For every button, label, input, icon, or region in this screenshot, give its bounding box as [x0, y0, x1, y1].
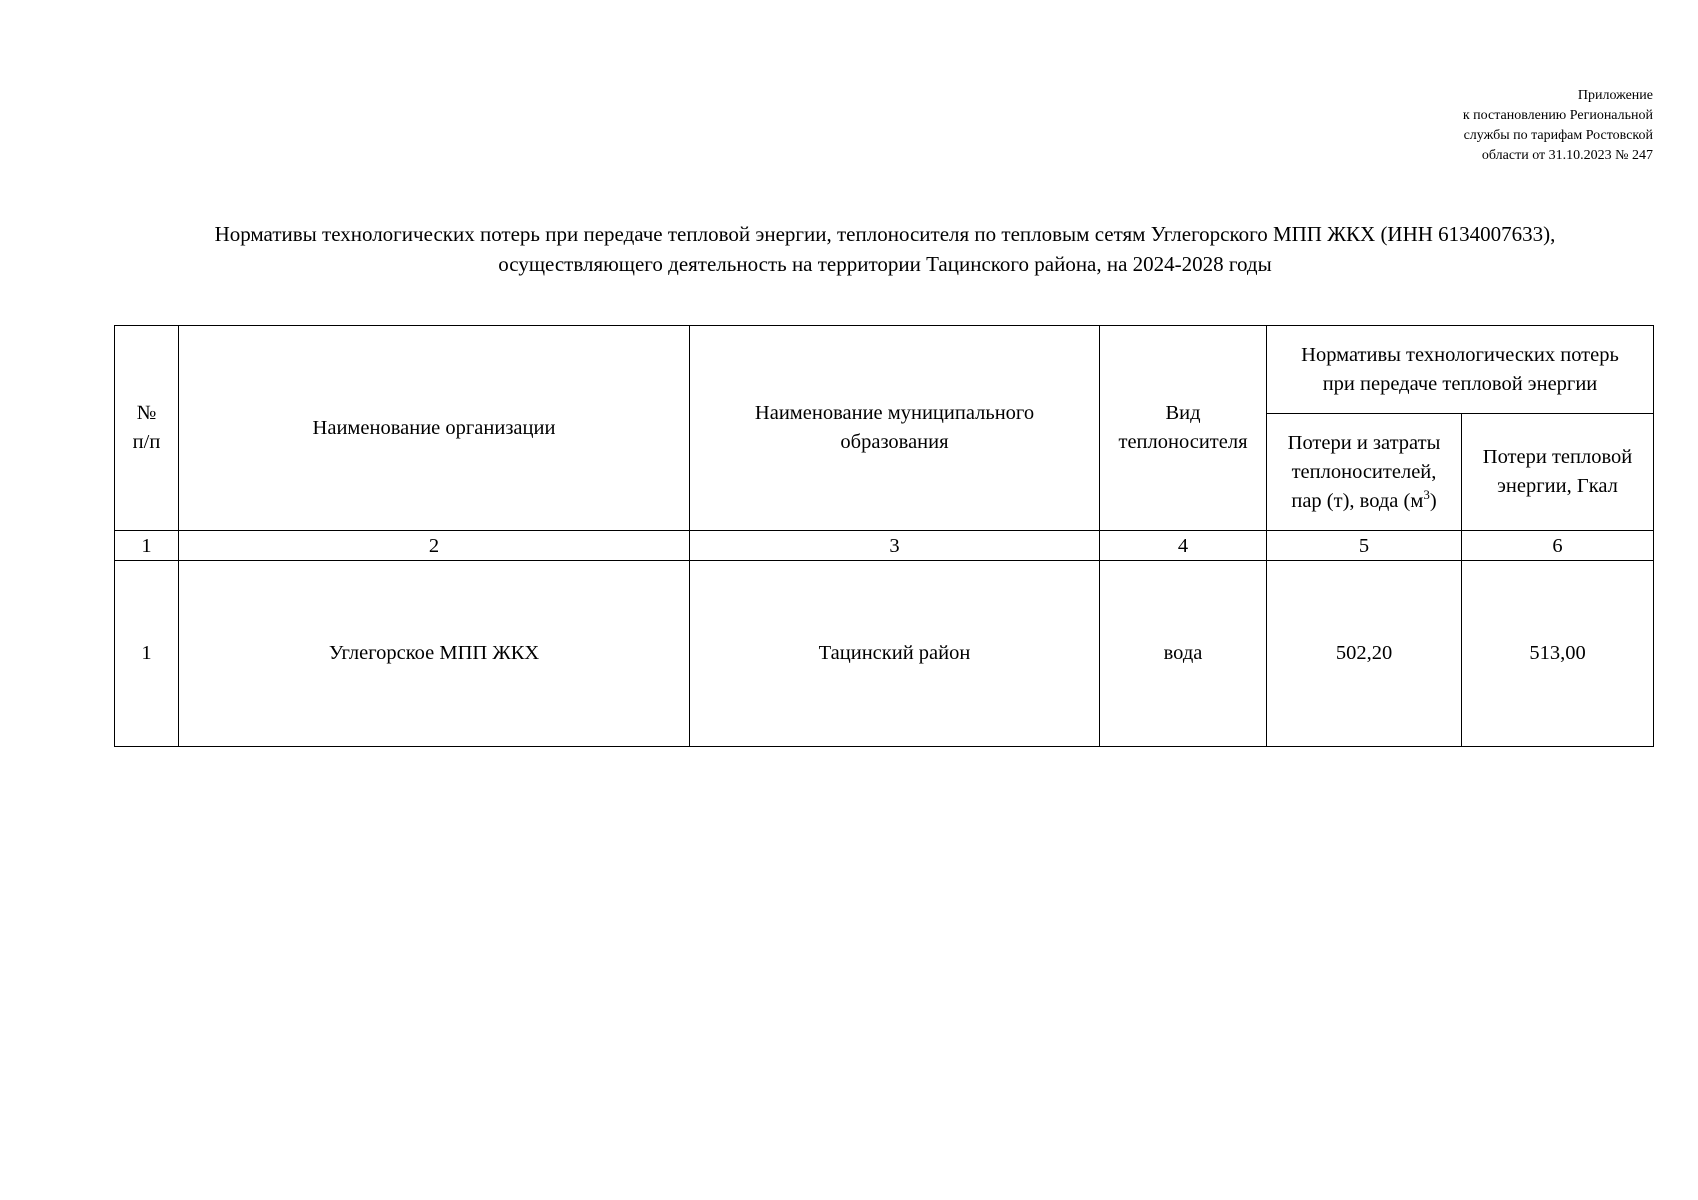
document-title-line-1: Нормативы технологических потерь при передаче тепловой энергии, теплоносителя по тепловым сетям Углегорского МПП ЖКХ (ИНН 6134007633), [214, 222, 1556, 246]
header-heat-losses-line-2: энергии, Гкал [1497, 475, 1618, 497]
header-municipality-line-2: образования [840, 431, 949, 453]
column-number: 4 [1100, 531, 1267, 561]
row-num-cell: 1 [115, 561, 179, 747]
header-carrier-line-2: теплоносителя [1118, 431, 1248, 453]
annex-line-4: области от 31.10.2023 № 247 [1481, 148, 1653, 163]
column-number: 6 [1462, 531, 1654, 561]
header-heat-losses-line-1: Потери тепловой [1482, 446, 1633, 468]
header-heat-losses-cell [1462, 414, 1654, 531]
header-carrier-losses-line-3: пар (т), вода (м [1291, 489, 1424, 512]
annex-block [1233, 86, 1653, 166]
header-organization-cell [179, 326, 690, 531]
row-organization-cell: Углегорское МПП ЖКХ [179, 561, 690, 747]
header-carrier-cell [1100, 326, 1267, 531]
document-title-line-2: осуществляющего деятельность на территории Тацинского района, на 2024-2028 годы [498, 252, 1272, 276]
row-heat-losses-cell: 513,00 [1462, 561, 1654, 747]
row-municipality-cell: Тацинский район [690, 561, 1100, 747]
annex-line-2: к постановлению Региональной [1462, 108, 1653, 123]
document-title [100, 219, 1670, 279]
header-norms-cell [1267, 326, 1654, 414]
column-number: 2 [179, 531, 690, 561]
header-carrier-losses-line-3-end: ) [1429, 489, 1437, 512]
header-municipality-cell [690, 326, 1100, 531]
header-num-line-1: № [136, 402, 157, 424]
column-number-row [115, 531, 1654, 561]
column-number: 5 [1267, 531, 1462, 561]
header-carrier-losses-line-2: теплоносителей, [1291, 460, 1437, 483]
header-carrier-losses-line-1: Потери и затраты [1287, 431, 1441, 454]
header-norms-line-2: при передаче тепловой энергии [1322, 372, 1598, 395]
header-carrier-losses-superscript: 3 [1423, 486, 1430, 502]
header-carrier-losses-cell [1267, 414, 1462, 531]
header-organization: Наименование организации [312, 416, 556, 439]
row-carrier-losses-cell: 502,20 [1267, 561, 1462, 747]
header-carrier-line-1: Вид [1165, 402, 1201, 424]
header-municipality-line-1: Наименование муниципального [754, 402, 1035, 424]
annex-line-3: службы по тарифам Ростовской [1463, 128, 1653, 143]
annex-line-1: Приложение [1577, 88, 1653, 103]
column-number: 1 [115, 531, 179, 561]
column-number: 3 [690, 531, 1100, 561]
header-num-cell [115, 326, 179, 531]
table-row [115, 561, 1654, 747]
row-carrier-cell: вода [1100, 561, 1267, 747]
header-num-line-2: п/п [132, 431, 161, 453]
norms-table [114, 325, 1654, 747]
table-header-row-1 [115, 326, 1654, 414]
header-norms-line-1: Нормативы технологических потерь [1301, 343, 1619, 366]
